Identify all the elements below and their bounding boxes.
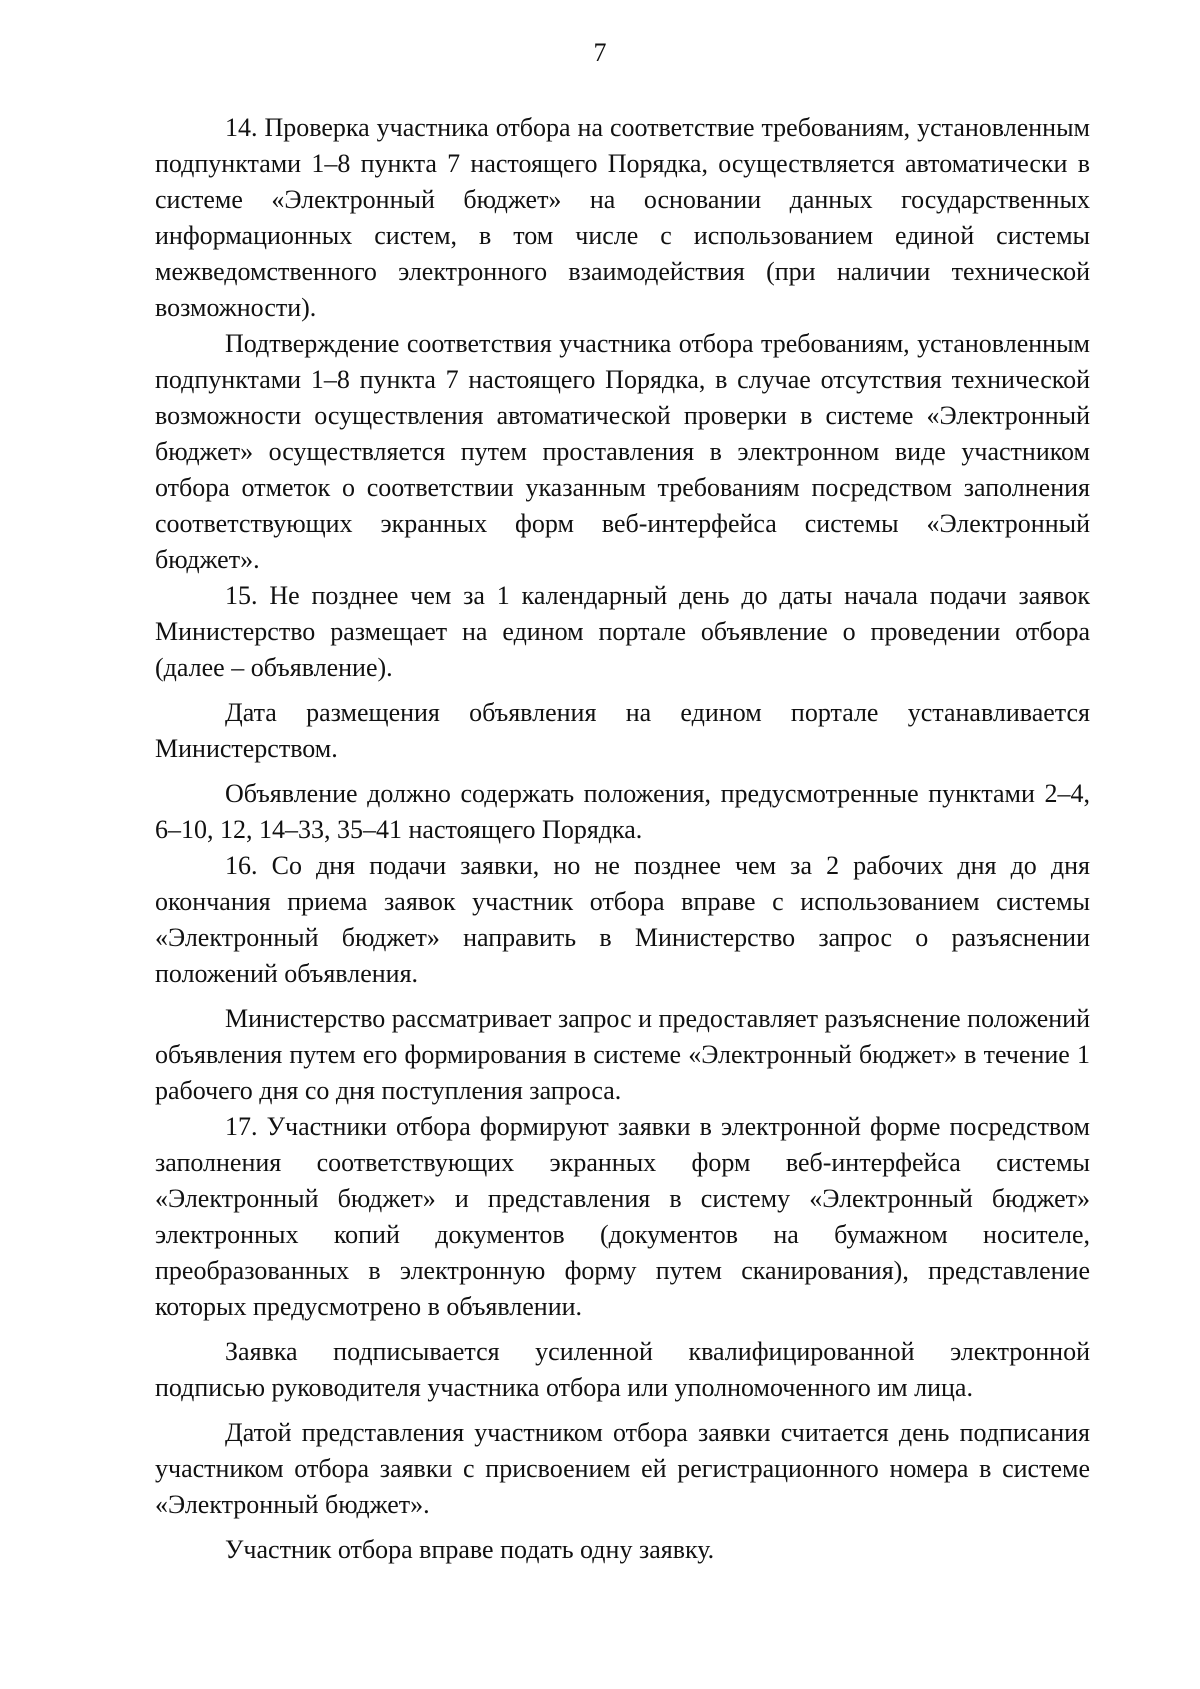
page-number: 7	[593, 38, 607, 67]
paragraph-signature: Заявка подписывается усиленной квалифицированной электронной подписью руководителя участника отбора или уполномоченного им лица.	[155, 1337, 1090, 1402]
document-body	[155, 110, 1090, 1568]
paragraph-clarification-response: Министерство рассматривает запрос и предоставляет разъяснение положений объявления путем его формирования в системе «Электронный бюджет» в течение 1 рабочего дня со дня поступления запроса.	[155, 1004, 1090, 1105]
paragraph-16-clarification-request: 16. Со дня подачи заявки, но не позднее чем за 2 рабочих дня до дня окончания приема заявок участник отбора вправе с использованием системы «Электронный бюджет» направить в Министерство запрос о разъяснении положений объявления.	[155, 851, 1090, 988]
paragraph-submission-date: Датой представления участником отбора заявки считается день подписания участником отбора заявки с присвоением ей регистрационного номера в системе «Электронный бюджет».	[155, 1418, 1090, 1519]
paragraph-announcement-content: Объявление должно содержать положения, предусмотренные пунктами 2–4, 6–10, 12, 14–33, 35–41 настоящего Порядка.	[155, 779, 1090, 844]
paragraph-confirmation: Подтверждение соответствия участника отбора требованиям, установленным подпунктами 1–8 пункта 7 настоящего Порядка, в случае отсутствия технической возможности осуществления автоматической проверки в системе «Электронный бюджет» осуществляется путем проставления в электронном виде участником отбора отметок о соответствии указанным требованиям посредством заполнения соответствующих экранных форм веб-интерфейса системы «Электронный бюджет».	[155, 329, 1090, 574]
paragraph-17-applications: 17. Участники отбора формируют заявки в электронной форме посредством заполнения соответствующих экранных форм веб-интерфейса системы «Электронный бюджет» и представления в систему «Электронный бюджет» электронных копий документов (документов на бумажном носителе, преобразованных в электронную форму путем сканирования), представление которых предусмотрено в объявлении.	[155, 1112, 1090, 1321]
paragraph-single-application: Участник отбора вправе подать одну заявку.	[225, 1535, 715, 1564]
paragraph-14-verification: 14. Проверка участника отбора на соответствие требованиям, установленным подпунктами 1–8 пункта 7 настоящего Порядка, осуществляется автоматически в системе «Электронный бюджет» на основании данных государственных информационных систем, в том числе с использованием единой системы межведомственного электронного взаимодействия (при наличии технической возможности).	[155, 113, 1090, 322]
paragraph-announcement-date: Дата размещения объявления на едином портале устанавливается Министерством.	[155, 698, 1090, 763]
paragraph-15-announcement: 15. Не позднее чем за 1 календарный день до даты начала подачи заявок Министерство размещает на едином портале объявление о проведении отбора (далее – объявление).	[155, 581, 1090, 682]
